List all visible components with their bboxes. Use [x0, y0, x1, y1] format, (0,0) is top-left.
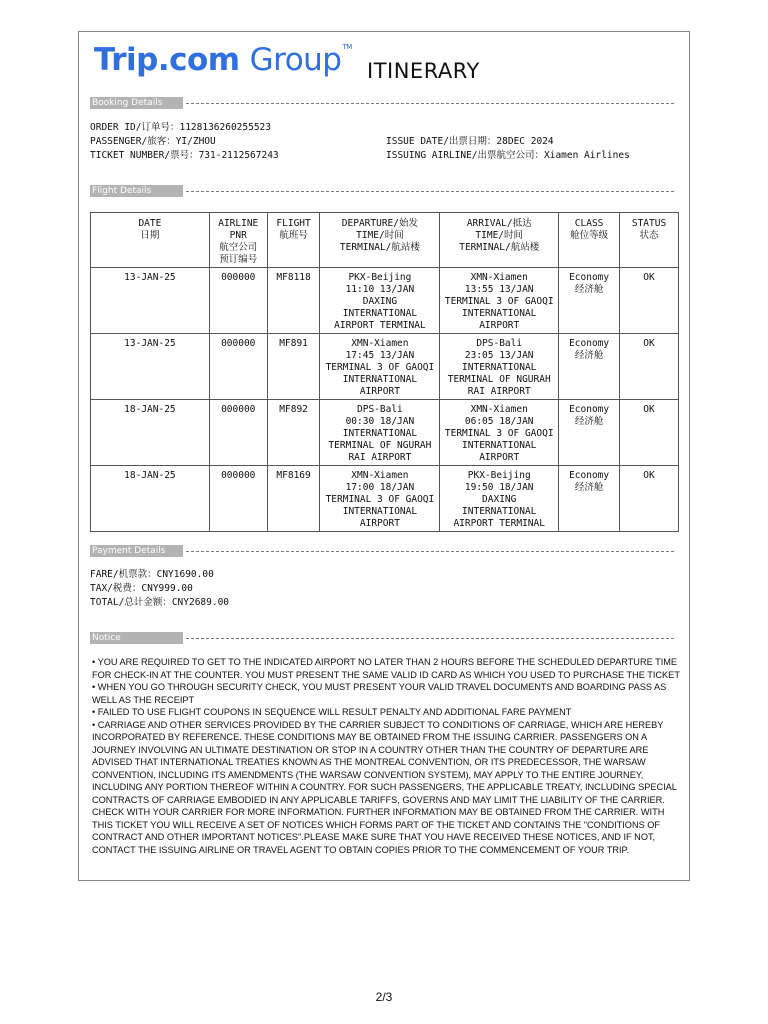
booking-info-right — [386, 135, 630, 163]
section-divider — [186, 551, 674, 552]
ticket-number: TICKET NUMBER/票号：731-2112567243 — [90, 150, 279, 161]
cell-flight: MF892 — [267, 400, 320, 466]
issuing-airline: ISSUING AIRLINE/出票航空公司：Xiamen Airlines — [386, 150, 630, 161]
cell-arrival: DPS-Bali 23:05 13/JAN INTERNATIONAL TERMINAL OF NGURAH RAI AIRPORT — [440, 334, 559, 400]
cell-class: Economy 经济舱 — [559, 334, 620, 400]
cell-date: 13-JAN-25 — [91, 334, 210, 400]
cell-arrival: PKX-Beijing 19:50 18/JAN DAXING INTERNATIONAL AIRPORT TERMINAL — [440, 466, 559, 532]
header-arrival: ARRIVAL/抵达 TIME/时间 TERMINAL/航站楼 — [440, 213, 559, 268]
cell-status: OK — [620, 334, 679, 400]
notice-header — [90, 632, 674, 644]
cell-arrival: XMN-Xiamen 13:55 13/JAN TERMINAL 3 OF GAOQI INTERNATIONAL AIRPORT — [440, 268, 559, 334]
table-row — [91, 466, 679, 532]
cell-departure: DPS-Bali 00:30 18/JAN INTERNATIONAL TERMINAL OF NGURAH RAI AIRPORT — [320, 400, 440, 466]
cell-date: 18-JAN-25 — [91, 466, 210, 532]
cell-date: 18-JAN-25 — [91, 400, 210, 466]
notice-item: • WHEN YOU GO THROUGH SECURITY CHECK, YOU MUST PRESENT YOUR VALID TRAVEL DOCUMENTS AND BOARDING PASS AS WELL AS THE RECEIPT — [92, 682, 667, 705]
header-class: CLASS 舱位等级 — [559, 213, 620, 268]
cell-pnr: 000000 — [209, 334, 267, 400]
notice-item: • YOU ARE REQUIRED TO GET TO THE INDICATED AIRPORT NO LATER THAN 2 HOURS BEFORE THE SCHEDULED DEPARTURE TIME FOR CHECK-IN AT THE COUNTER. YOU MUST PRESENT THE SAME VALID ID CARD AS WHICH YOU USED TO PURCHASE THE TICKET — [92, 657, 680, 680]
cell-arrival: XMN-Xiamen 06:05 18/JAN TERMINAL 3 OF GAOQI INTERNATIONAL AIRPORT — [440, 400, 559, 466]
notice-item: • CARRIAGE AND OTHER SERVICES PROVIDED BY THE CARRIER SUBJECT TO CONDITIONS OF CARRIAGE, WHICH ARE HEREBY INCORPORATED BY REFERENCE. THESE CONDITIONS MAY BE OBTAINED FROM THE ISSUING CARRIER. PASSENGERS ON A JOURNEY INVOLVING AN ULTIMATE DESTINATION OR STOP IN A COUNTRY OTHER THAN THE COUNTRY OF DEPARTURE ARE ADVISED THAT INTERNATIONAL TREATIES KNOWN AS THE MONTREAL CONVENTION, OR ITS PREDECESSOR, THE WARSAW CONVENTION, INCLUDING ITS AMENDMENTS (THE WARSAW CONVENTION SYSTEM), MAY APPLY TO THE ENTIRE JOURNEY, INCLUDING ANY PORTION THEREOF WITHIN A COUNTRY. FOR SUCH PASSENGERS, THE APPLICABLE TREATY, INCLUDING SPECIAL CONTRACTS OF CARRIAGE EMBODIED IN ANY APPLICABLE TARIFFS, GOVERNS AND MAY LIMIT THE LIABILITY OF THE CARRIER. CHECK WITH YOUR CARRIER FOR MORE INFORMATION. FURTHER INFORMATION MAY BE OBTAINED FROM THE CARRIER. WITH THIS TICKET YOU WILL RECEIVE A SET OF NOTICES WHICH FORMS PART OF THE TICKET AND CONTAINS THE "CONDITIONS OF CONTRACT AND OTHER IMPORTANT NOTICES".PLEASE MAKE SURE THAT YOU HAVE RECEIVED THESE NOTICES, AND IF NOT, CONTACT THE ISSUING AIRLINE OR TRAVEL AGENT TO OBTAIN COPIES PRIOR TO THE COMMENCEMENT OF YOUR TRIP. — [92, 719, 677, 855]
section-tag-notice: Notice — [90, 632, 183, 644]
cell-pnr: 000000 — [209, 400, 267, 466]
cell-class: Economy 经济舱 — [559, 268, 620, 334]
section-divider — [186, 103, 674, 104]
section-tag-booking: Booking Details — [90, 97, 183, 109]
cell-status: OK — [620, 400, 679, 466]
section-divider — [186, 638, 674, 639]
trip-com-group-logo — [94, 40, 352, 80]
tax-amount: TAX/税费：CNY999.00 — [90, 583, 193, 594]
cell-pnr: 000000 — [209, 466, 267, 532]
flight-details-header — [90, 185, 674, 197]
header-date: DATE 日期 — [91, 213, 210, 268]
cell-status: OK — [620, 268, 679, 334]
table-row — [91, 268, 679, 334]
logo-brand: Trip.com — [94, 42, 240, 78]
cell-date: 13-JAN-25 — [91, 268, 210, 334]
booking-info-left — [90, 121, 279, 163]
total-amount: TOTAL/总计金额：CNY2689.00 — [90, 597, 230, 608]
payment-info — [90, 568, 229, 610]
logo-trademark: TM — [342, 43, 352, 51]
passenger-name: PASSENGER/旅客：YI/ZHOU — [90, 136, 216, 147]
booking-details-header — [90, 97, 674, 109]
header-flight: FLIGHT 航班号 — [267, 213, 320, 268]
fare-amount: FARE/机票款：CNY1690.00 — [90, 569, 214, 580]
cell-class: Economy 经济舱 — [559, 400, 620, 466]
cell-flight: MF8169 — [267, 466, 320, 532]
logo-group: Group — [249, 42, 342, 78]
document-title: ITINERARY — [367, 59, 480, 83]
payment-details-header — [90, 545, 674, 557]
cell-pnr: 000000 — [209, 268, 267, 334]
cell-departure: PKX-Beijing 11:10 13/JAN DAXING INTERNATIONAL AIRPORT TERMINAL — [320, 268, 440, 334]
order-id: ORDER ID/订单号：1128136260255523 — [90, 122, 271, 133]
cell-status: OK — [620, 466, 679, 532]
section-divider — [186, 191, 674, 192]
section-tag-flight: Flight Details — [90, 185, 183, 197]
section-tag-payment: Payment Details — [90, 545, 183, 557]
notice-text — [92, 656, 680, 856]
header-airline-pnr: AIRLINE PNR 航空公司 预订编号 — [209, 213, 267, 268]
cell-class: Economy 经济舱 — [559, 466, 620, 532]
cell-flight: MF8118 — [267, 268, 320, 334]
notice-item: • FAILED TO USE FLIGHT COUPONS IN SEQUENCE WILL RESULT PENALTY AND ADDITIONAL FARE PAYMENT — [92, 707, 572, 717]
issue-date: ISSUE DATE/出票日期：28DEC 2024 — [386, 136, 554, 147]
table-header-row — [91, 213, 679, 268]
cell-departure: XMN-Xiamen 17:45 13/JAN TERMINAL 3 OF GAOQI INTERNATIONAL AIRPORT — [320, 334, 440, 400]
cell-flight: MF891 — [267, 334, 320, 400]
header-status: STATUS 状态 — [620, 213, 679, 268]
flight-table — [90, 212, 679, 532]
table-row — [91, 400, 679, 466]
table-row — [91, 334, 679, 400]
cell-departure: XMN-Xiamen 17:00 18/JAN TERMINAL 3 OF GAOQI INTERNATIONAL AIRPORT — [320, 466, 440, 532]
page-number: 2/3 — [375, 990, 393, 1004]
header-departure: DEPARTURE/始发 TIME/时间 TERMINAL/航站楼 — [320, 213, 440, 268]
